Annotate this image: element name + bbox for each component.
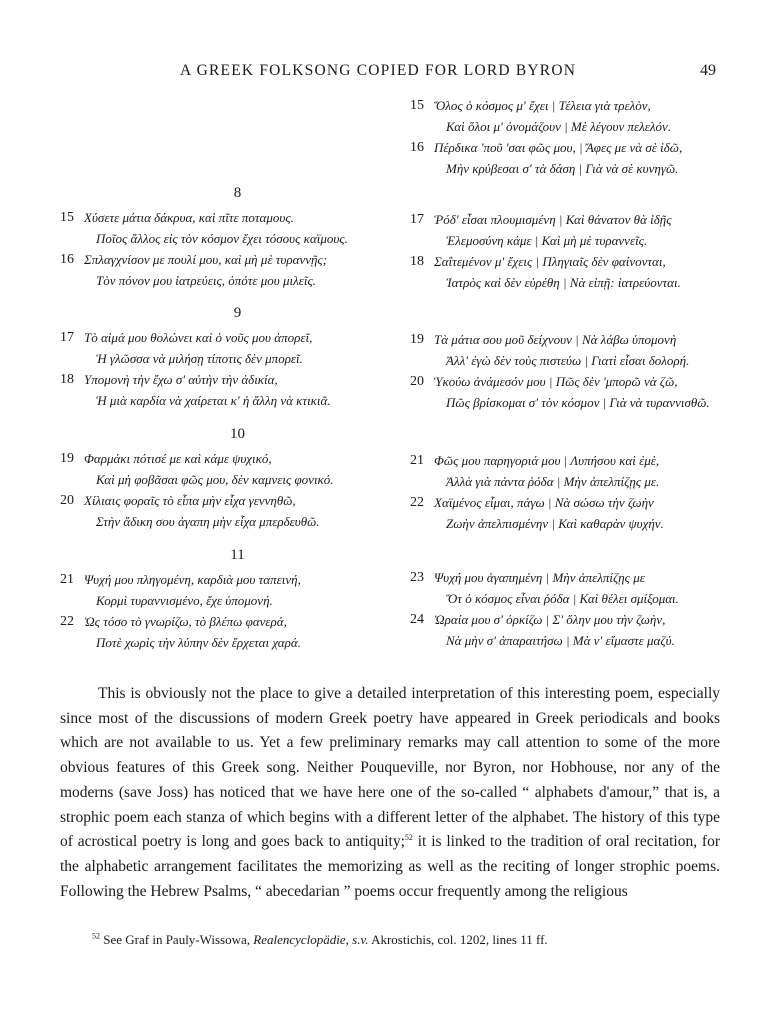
verse-line: Νὰ μὴν σ' ἀπαραιτήσω | Μὰ ν' εἴμαστε μαζύ. [446,633,675,648]
left-stanza-9 [60,303,415,411]
verse-number: 16 [60,252,74,267]
verse-line: Ὑκούω ἀνάμεσόν μου | Πῶς δὲν 'μπορῶ νὰ ζῶ, [434,374,678,389]
verse [60,327,415,369]
verse-line: Φαρμάκι πότισέ με καὶ κάμε ψυχικό, [84,451,272,466]
verse-line: Καὶ ὅλοι μ' ὀνομάζουν | Μὲ λέγουν πελελόν. [446,119,672,134]
running-header [0,62,777,84]
body-text [60,682,720,904]
verse [410,450,765,492]
verse-number: 21 [410,453,424,468]
footnote-text: See Graf in Pauly-Wissowa, [100,932,254,947]
verse [60,369,415,411]
verse-number: 15 [60,210,74,225]
right-stanza-8 [410,95,765,179]
verse-line: Τὰ μάτια σου μοῦ δείχνουν | Νὰ λάβω ὑπομονὴ [434,332,677,347]
verse [60,249,415,291]
verse [410,371,765,413]
footnote [92,932,722,948]
verse-line: Ῥόδ' εἶσαι πλουμισμένη | Καὶ θάνατον θὰ ἰδῇς [434,212,672,227]
verse [410,209,765,251]
footnote-work-title: Realencyclopädie, s.v. [253,932,369,947]
verse-number: 15 [410,98,424,113]
left-stanza-11 [60,545,415,653]
verse-line: Χίλιαις φοραῖς τὸ εἶπα μὴν εἶχα γεννηθῶ, [84,493,296,508]
verse-line: Σπλαγχνίσον με πουλί μου, καὶ μὴ μὲ τυραννῇς; [84,252,328,267]
verse [60,448,415,490]
verse-line: Ὅτ ὁ κόσμος εἶναι ῥόδα | Καὶ θέλει σμίξομαι. [446,591,679,606]
verse-number: 17 [60,330,74,345]
verse [410,567,765,609]
verse-line: Ὅλος ὁ κόσμος μ' ἔχει | Τέλεια γιὰ τρελὸν, [434,98,651,113]
verse-line: Στὴν ἄδικη σου ἀγαπη μὴν εἶχα μπερδευθῶ. [96,514,320,529]
verse-line: Πῶς βρίσκομαι σ' τὸν κόσμον | Γιὰ νὰ τυραννισθῶ. [446,395,710,410]
verse-line: Ἀλλ' ἐγὼ δὲν τοὺς πιστεύω | Γιατὶ εἶσαι δολορή. [446,353,690,368]
footnote-reference[interactable]: 52 [404,833,413,843]
footnote-text: Akrostichis, col. 1202, lines 11 ff. [368,932,548,947]
verse-number: 16 [410,140,424,155]
verse [60,611,415,653]
verse-line: Χαϊμένος εἶμαι, πάγω | Νὰ σώσω τὴν ζωὴν [434,495,654,510]
verse [410,251,765,293]
verse-number: 24 [410,612,424,627]
verse-line: Σαΐτεμένον μ' ἔχεις | Πληγιαῖς δὲν φαίνονται, [434,254,666,269]
verse-line: Υπομονὴ τὴν ἔχω σ' αὐτὴν τὴν ἀδικία, [84,372,278,387]
verse [60,490,415,532]
page-number: 49 [700,62,716,79]
stanza-number: 11 [230,547,245,563]
right-stanza-9 [410,209,765,293]
verse-number: 19 [60,451,74,466]
verse-line: Ζωὴν ἀπελπισμένην | Καὶ καθαρὰν ψυχήν. [446,516,664,531]
verse-line: Χύσετε μάτια δάκρυα, καὶ πῖτε ποταμους. [84,210,294,225]
verse-number: 19 [410,332,424,347]
verse-line: Μὴν κρύβεσαι σ' τὰ δάση | Γιὰ νὰ σὲ κυνηγῶ. [446,161,679,176]
verse-line: Ἡ γλῶσσα νὰ μιλήσῃ τίποτις δὲν μπορεῖ. [96,351,303,366]
verse-line: Ὡραία μου σ' ὁρκίζω | Σ' ὅλην μου τὴν ζωὴν, [434,612,666,627]
verse-number: 17 [410,212,424,227]
verse-line: Ἰατρὸς καὶ δὲν εὑρέθη | Νὰ εἰπῇ: ἰατρεύονται. [446,275,681,290]
verse-line: Τὸ αἱμά μου θολώνει καὶ ὁ νοῦς μου ἀπορεῖ, [84,330,313,345]
verse-number: 22 [60,614,74,629]
verse [410,95,765,137]
verse [60,207,415,249]
verse-line: Ποτὲ χωρὶς τὴν λύπην δὲν ἔρχεται χαρά. [96,635,301,650]
verse-line: Καὶ μὴ φοβᾶσαι φῶς μου, δὲν καμνεις φονικό. [96,472,334,487]
left-stanza-8 [60,183,415,291]
verse [60,569,415,611]
verse-line: Ψυχή μου πληγομένη, καρδιὰ μου ταπεινή, [84,572,301,587]
verse-line: Φῶς μου παρηγοριά μου | Λυπήσου καὶ ἐμὲ, [434,453,660,468]
verse-line: Τὸν πόνον μου ἰατρεύεις, ὁπότε μου μιλεῖς. [96,273,317,288]
verse [410,492,765,534]
right-stanza-12 [410,567,765,651]
right-stanza-11 [410,450,765,534]
verse [410,609,765,651]
verse-line: Ὡς τόσο τὸ γνωρίζω, τὸ βλέπω φανερά, [84,614,287,629]
verse-number: 20 [410,374,424,389]
verse-line: Πέρδικα 'ποῦ 'σαι φῶς μου, | Ἄφες με νὰ σὲ ἰδῶ, [434,140,683,155]
verse-line: Κορμὶ τυραννισμένο, ἔχε ὑπομονή. [96,593,273,608]
verse [410,137,765,179]
verse-number: 22 [410,495,424,510]
verse [410,329,765,371]
verse-number: 18 [60,372,74,387]
body-text-part: it is linked to the tradition of oral recitation, for the alphabetic arrangement facilitates the memorizing as well as the reciting of longer strophic poems. Following the Hebrew Psalms, “ abecedarian ” poems occur frequently among the religious [60,833,720,900]
stanza-number: 8 [233,185,242,201]
verse-line: Ψυχή μου ἀγαπημένη | Μὴν ἀπελπίζῃς με [434,570,645,585]
verse-line: Ἡ μιὰ καρδία νὰ χαίρεται κ' ἡ ἄλλη νὰ κτικιᾶ. [96,393,331,408]
verse-line: Ποῖος ἄλλος εἰς τὸν κόσμον ἔχει τόσους καϊμους. [96,231,348,246]
stanza-number: 10 [230,426,245,442]
stanza-number: 9 [233,305,242,321]
running-title: A GREEK FOLKSONG COPIED FOR LORD BYRON [180,62,577,79]
verse-line: Ἐλεμοσύνη κάμε | Καὶ μὴ μὲ τυραννεῖς. [446,233,648,248]
body-text-part: This is obviously not the place to give a detailed interpretation of this interesting poem, especially since most of the discussions of modern Greek poetry have appeared in Greek periodicals and books which are not available to us. Yet a few preliminary remarks may call attention to some of the more obvious features of this Greek song. Neither Pouqueville, nor Byron, nor Hobhouse, nor any of the moderns (save Joss) has noticed that we have here one of the so-called “ alphabets d'amour,” that is, a strophic poem each stanza of which begins with a different letter of the alphabet. The history of this type of acrostical poetry is long and goes back to antiquity; [60,685,720,851]
verse-line: Ἀλλὰ γιὰ πάντα ῥόδα | Μὴν ἀπελπίζῃς με. [446,474,660,489]
verse-number: 23 [410,570,424,585]
left-stanza-10 [60,424,415,532]
footnote-marker: 52 [92,931,100,941]
body-paragraph [60,682,720,904]
verse-number: 21 [60,572,74,587]
verse-number: 18 [410,254,424,269]
right-stanza-10 [410,329,765,413]
verse-number: 20 [60,493,74,508]
